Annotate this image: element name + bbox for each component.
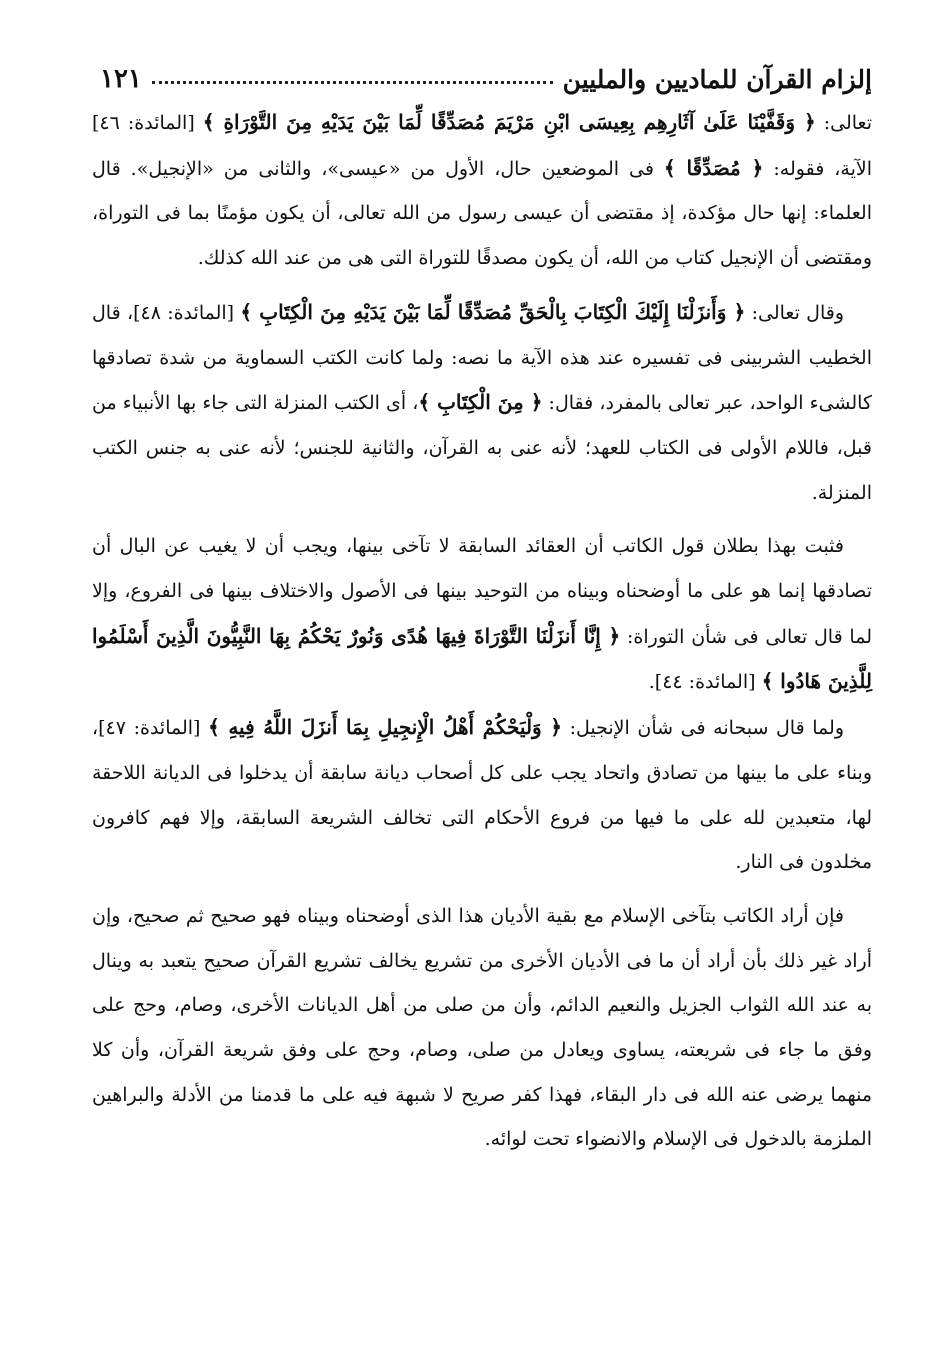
paragraph xyxy=(92,290,872,516)
text-run: ، أى الكتب المنزلة التى جاء بها الأنبياء من قبل، فاللام الأولى فى الكتاب للعهد؛ لأنه عنى به القرآن، والثانية للجنس؛ لأنه عنى به جنس الكتب المنزلة. xyxy=(92,392,872,504)
quran-verse: ﴿ وَقَفَّيْنَا عَلَىٰ آثَارِهِم بِعِيسَى ابْنِ مَرْيَمَ مُصَدِّقًا لِّمَا بَيْنَ يَدَيْهِ مِنَ التَّوْرَاةِ ﴾ xyxy=(202,110,816,134)
running-title: إلزام القرآن للماديين والمليين xyxy=(562,65,872,94)
text-run: فى الموضعين حال، الأول من «عيسى»، والثانى من «الإنجيل». قال العلماء: إنها حال مؤكدة، إذ مقتضى أن عيسى رسول من الله تعالى، أن يكون مؤمنًا بما فى التوراة، ومقتضى أن الإنجيل كتاب من الله، أن يكون مصدقًا للتوراة التى هى من عند الله كذلك. xyxy=(92,157,872,270)
running-header xyxy=(92,44,872,94)
quran-verse: ﴿ مُصَدِّقًا ﴾ xyxy=(663,155,764,180)
book-page xyxy=(92,44,872,1344)
paragraph xyxy=(92,705,872,885)
text-run: ولما قال سبحانه فى شأن الإنجيل: xyxy=(561,717,844,740)
paragraph xyxy=(92,100,872,281)
text-run: [المائدة: ٤٨]، قال الخطيب الشربينى فى تفسيره عند هذه الآية ما نصه: ولما كانت الكتب السماوية من شدة تصادقها كالشىء الواحد، عبر تعالى بالمفرد، فقال: xyxy=(92,301,872,415)
text-run: تعالى: xyxy=(815,112,873,134)
body-text xyxy=(92,100,872,1162)
text-run: فثبت بهذا بطلان قول الكاتب أن العقائد السابقة لا تآخى بينها، ويجب أن لا يغيب عن البال أن تصادقها إنما هو على ما أوضحناه وبيناه من التوحيد بينها فى الأصول والاختلاف بينها فى الفروع، وإلا لما قال تعالى فى شأن التوراة: xyxy=(92,535,872,648)
text-run: [المائدة: ٤٤]. xyxy=(648,671,762,694)
paragraph xyxy=(92,894,872,1162)
dotted-leader xyxy=(152,81,553,84)
quran-verse: ﴿ مِنَ الْكِتَابِ ﴾ xyxy=(418,390,543,415)
text-run: فإن أراد الكاتب بتآخى الإسلام مع بقية الأديان هذا الذى أوضحناه وبيناه فهو صحيح ثم صحيح، وإن أراد غير ذلك بأن أراد أن ما فى الأديان الأخرى من تشريع يخالف تشريع القرآن صحيح يتعبد به وينال به عند الله الثواب الجزيل والنعيم الدائم، وأن من صلى من أهل الديانات الأخرى، وصام، وحج على وفق ما جاء فى شريعته، يساوى ويعادل من صلى، وصام، وحج على وفق شريعة القرآن، وأن كلا منهما يرضى عنه الله فى دار البقاء، فهذا كفر صريح لا شبهة فيه على ما قدمنا من الأدلة والبراهين الملزمة بالدخول فى الإسلام والانضواء تحت لوائه. xyxy=(92,904,872,1151)
quran-verse: ﴿ وَأَنزَلْنَا إِلَيْكَ الْكِتَابَ بِالْحَقِّ مُصَدِّقًا لِّمَا بَيْنَ يَدَيْهِ مِنَ الْكِتَابِ ﴾ xyxy=(240,299,746,324)
page-number: ١٢١ xyxy=(100,64,142,94)
paragraph xyxy=(92,524,872,705)
quran-verse: ﴿ إِنَّا أَنزَلْنَا التَّوْرَاةَ فِيهَا هُدًى وَنُورٌ يَحْكُمُ بِهَا النَّبِيُّونَ الَّذِينَ أَسْلَمُوا لِلَّذِينَ هَادُوا ﴾ xyxy=(92,623,872,694)
text-run: [المائدة: ٤٦] الآية، فقوله: xyxy=(92,112,872,180)
text-run: وقال تعالى: xyxy=(745,301,845,324)
text-run: [المائدة: ٤٧]، وبناء على ما بينها من تصادق واتحاد يجب على كل أصحاب ديانة سابقة أن يدخلوا فى الديانة اللاحقة لها، متعبدين لله على ما فيها من فروع الأحكام التى تخالف الشريعة السابقة، وإلا فهم كافرون مخلدون فى النار. xyxy=(92,717,872,874)
quran-verse: ﴿ وَلْيَحْكُمْ أَهْلُ الْإِنجِيلِ بِمَا أَنزَلَ اللَّهُ فِيهِ ﴾ xyxy=(208,715,562,740)
